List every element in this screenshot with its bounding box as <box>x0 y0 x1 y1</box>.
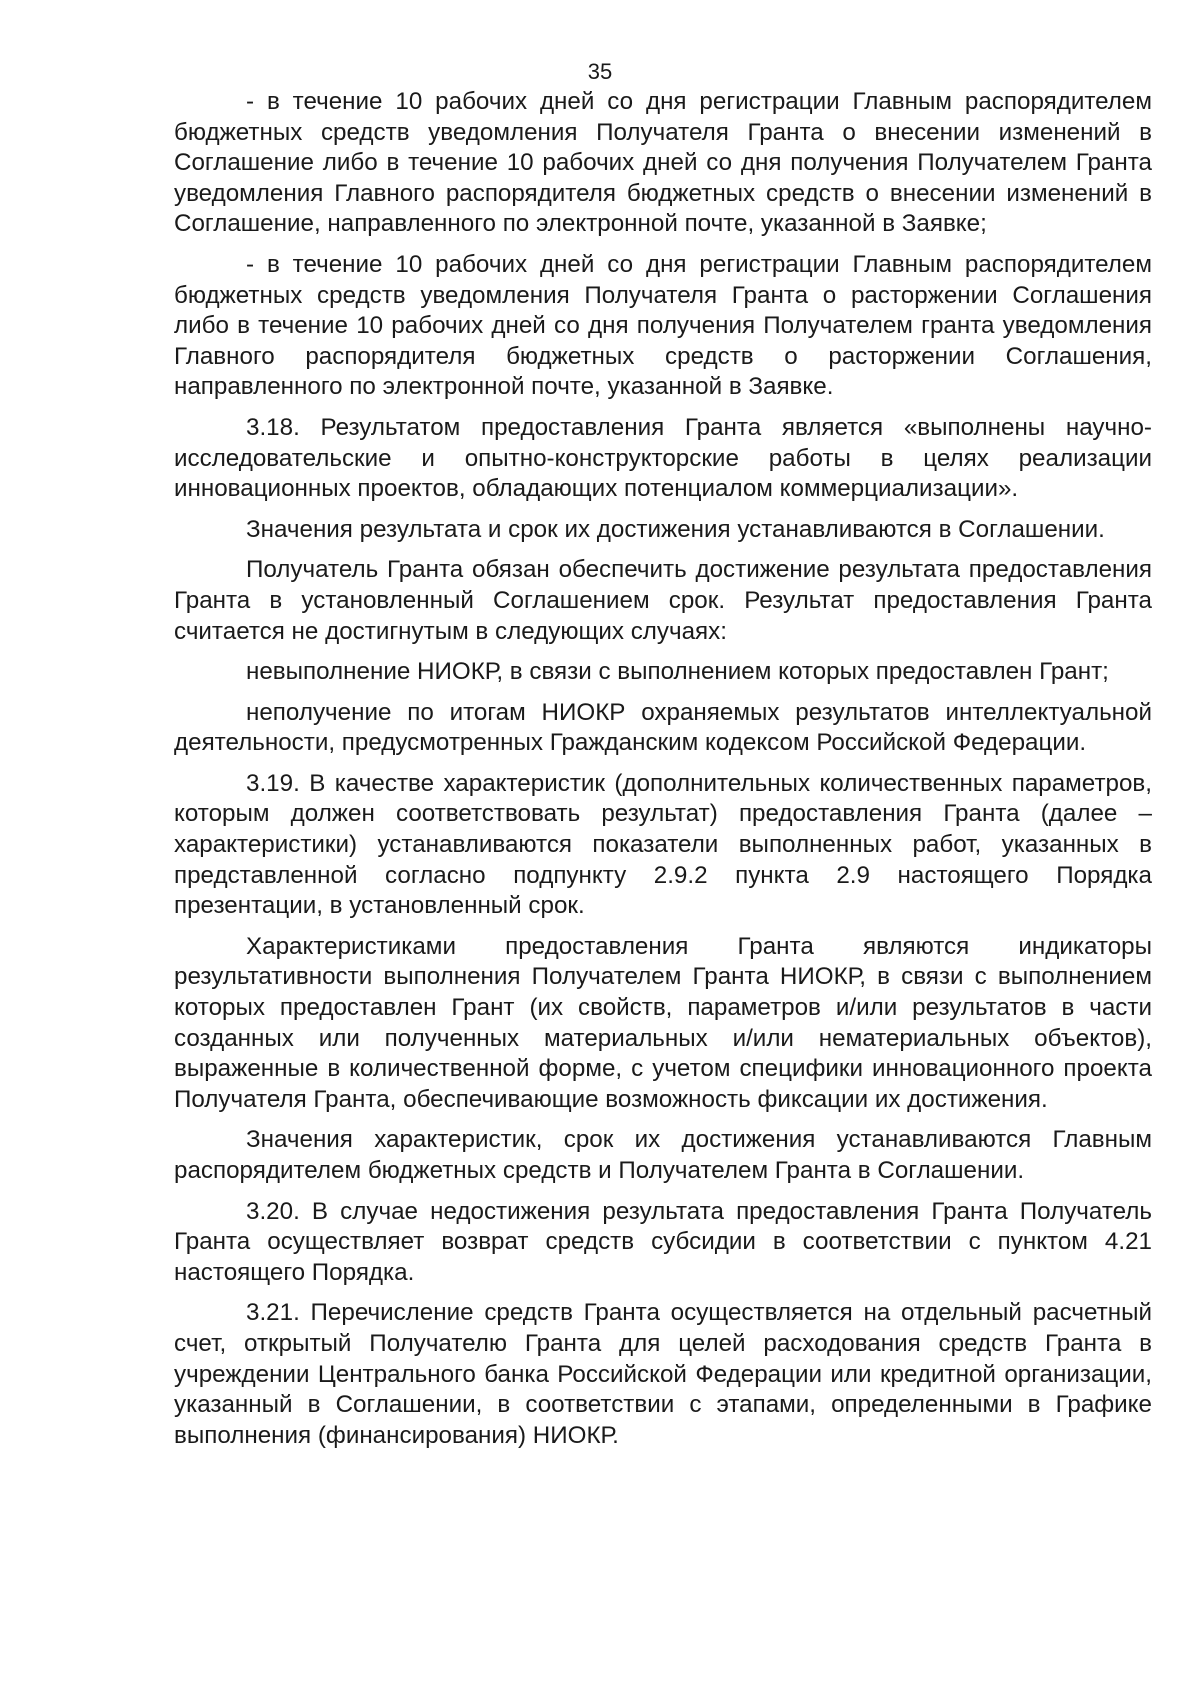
page-number: 35 <box>587 59 613 84</box>
paragraph-recipient-obligation: Получатель Гранта обязан обеспечить достижение результата предоставления Гранта в установленный Соглашением срок. Результат предоставления Гранта считается не достигнутым в следующих случаях: <box>174 556 1152 645</box>
paragraph-case-non-performance: невыполнение НИОКР, в связи с выполнением которых предоставлен Грант; <box>246 658 1109 686</box>
paragraph-result-values: Значения результата и срок их достижения устанавливаются в Соглашении. <box>246 515 1105 543</box>
paragraph-3-18-result: 3.18. Результатом предоставления Гранта является «выполнены научно-исследовательские и опытно-конструкторские работы в целях реализации инновационных проектов, обладающих потенциалом коммерциализации». <box>174 413 1152 503</box>
paragraph-termination-deadline: - в течение 10 рабочих дней со дня регистрации Главным распорядителем бюджетных средств уведомления Получателя Гранта о расторжении Соглашения либо в течение 10 рабочих дней со дня получения Получателем гранта уведомления Главного распорядителя бюджетных средств о расторжении Соглашения, направленного по электронной почте, указанной в Заявке. <box>174 250 1152 401</box>
paragraph-3-21-transfer: 3.21. Перечисление средств Гранта осуществляется на отдельный расчетный счет, открытый Получателю Гранта для целей расходования средств Гранта в учреждении Центрального банка Российской Федерации или кредитной организации, указанный в Соглашении, в соответствии с этапами, определенными в Графике выполнения (финансирования) НИОКР. <box>174 1299 1152 1449</box>
paragraph-3-19-characteristics: 3.19. В качестве характеристик (дополнительных количественных параметров, которым должен соответствовать результат) предоставления Гранта (далее – характеристики) устанавливаются показатели выполненных работ, указанных в представленной согласно подпункту 2.9.2 пункта 2.9 настоящего Порядка презентации, в установленный срок. <box>174 769 1152 920</box>
document-body <box>174 87 1152 1461</box>
paragraph-case-no-ip-results: неполучение по итогам НИОКР охраняемых результатов интеллектуальной деятельности, предусмотренных Гражданским кодексом Российской Федерации. <box>174 698 1152 757</box>
paragraph-characteristics-values: Значения характеристик, срок их достижения устанавливаются Главным распорядителем бюджетных средств и Получателем Гранта в Соглашении. <box>174 1126 1152 1184</box>
paragraph-3-20-refund: 3.20. В случае недостижения результата предоставления Гранта Получатель Гранта осуществляет возврат средств субсидии в соответствии с пунктом 4.21 настоящего Порядка. <box>174 1197 1152 1286</box>
paragraph-amendment-deadline: - в течение 10 рабочих дней со дня регистрации Главным распорядителем бюджетных средств уведомления Получателя Гранта о внесении изменений в Соглашение либо в течение 10 рабочих дней со дня получения Получателем Гранта уведомления Главного распорядителя бюджетных средств о внесении изменений в Соглашение, направленного по электронной почте, указанной в Заявке; <box>174 88 1152 238</box>
paragraph-characteristics-definition: Характеристиками предоставления Гранта являются индикаторы результативности выполнения Получателем Гранта НИОКР, в связи с выполнением которых предоставлен Грант (их свойств, параметров и/или результатов в части созданных или полученных материальных и/или нематериальных объектов), выраженные в количественной форме, с учетом специфики инновационного проекта Получателя Гранта, обеспечивающие возможность фиксации их достижения. <box>174 932 1152 1113</box>
